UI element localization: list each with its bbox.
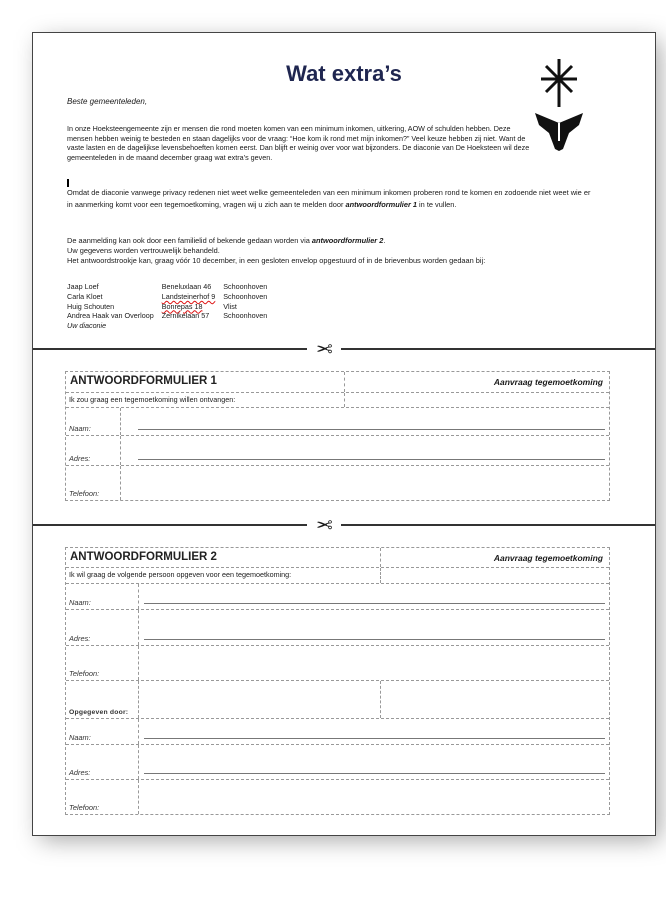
scissors-icon: ✂ (307, 515, 341, 535)
address-field[interactable] (66, 610, 609, 646)
contact-city: Vlist (223, 301, 237, 311)
contact-name: Andrea Haak van Overloop (67, 311, 154, 321)
submission-form-ref: antwoordformulier 2 (311, 236, 384, 245)
field-label: Adres: (69, 768, 91, 777)
field-label: Naam: (69, 424, 91, 433)
contact-city: Schoonhoven (223, 311, 268, 321)
name-field[interactable] (66, 584, 609, 610)
contact-city: Schoonhoven (223, 291, 268, 301)
name-field[interactable] (66, 408, 609, 436)
form-intro-row (66, 568, 609, 584)
submission-line-3: Het antwoordstrookje kan, graag vóór 10 december, in een gesloten envelop opgestuurd of in de brievenbus worden gedaan bij: (67, 256, 486, 265)
field-label: Naam: (69, 733, 91, 742)
submission-text-a: De aanmelding kan ook door een familielid of bekende gedaan worden via (67, 236, 312, 245)
privacy-text-a: Omdat de diaconie vanwege privacy redenen niet weet welke gemeenteleden van een minimum inkomen proberen rond te komen en zodoende niet weet wie er in aanmerking komt voor een tegemoetkoming, vragen wij u zich aan te melden door (67, 188, 591, 209)
contact-name: Jaap Loef (67, 282, 99, 291)
form-subtitle: Aanvraag tegemoetkoming (493, 553, 603, 563)
contact-name: Carla Kloet (67, 291, 103, 301)
signature-row (67, 321, 275, 331)
form-title: ANTWOORDFORMULIER 1 (70, 375, 217, 387)
field-label: Naam: (69, 598, 91, 607)
cut-line (33, 348, 655, 350)
salutation: Beste gemeenteleden, (67, 97, 148, 106)
privacy-form-ref: antwoordformulier 1 (345, 199, 417, 209)
form-subtitle: Aanvraag tegemoetkoming (493, 377, 603, 387)
privacy-paragraph (67, 187, 592, 210)
text-cursor (67, 179, 69, 187)
contact-name: Huig Schouten (67, 301, 115, 311)
signature: Uw diaconie (67, 321, 107, 331)
submission-text-b: . (383, 236, 386, 245)
contact-row (67, 282, 275, 292)
address-field[interactable] (66, 436, 609, 466)
cut-line (33, 524, 655, 526)
form-title: ANTWOORDFORMULIER 2 (70, 551, 217, 563)
submission-line-2: Uw gegevens worden vertrouwelijk behandeld. (67, 246, 220, 255)
contact-street: Landsteinerhof 9 (161, 291, 216, 301)
field-label: Telefoon: (69, 669, 100, 678)
field-label: Adres: (69, 454, 91, 463)
cross-dove-icon (529, 53, 589, 153)
answer-form-2 (65, 547, 610, 815)
submission-paragraph (67, 236, 592, 266)
phone-field[interactable] (66, 466, 609, 500)
field-label: Adres: (69, 634, 91, 643)
contact-street: Beneluxlaan 46 (161, 282, 212, 291)
form-intro: Ik wil graag de volgende persoon opgeven voor een tegemoetkoming: (69, 570, 292, 579)
phone-field[interactable] (66, 646, 609, 681)
form-intro: Ik zou graag een tegemoetkoming willen ontvangen: (69, 395, 236, 404)
contact-row (67, 302, 275, 312)
submitted-by-label: Opgegeven door: (69, 709, 129, 716)
field-label: Telefoon: (69, 489, 100, 498)
phone-field[interactable] (66, 780, 609, 814)
address-field[interactable] (66, 745, 609, 780)
answer-form-1 (65, 371, 610, 501)
form-header (66, 372, 609, 393)
contact-row (67, 292, 275, 302)
contact-row (67, 311, 275, 321)
submission-line-1 (67, 236, 592, 246)
name-field[interactable] (66, 719, 609, 745)
contact-city: Schoonhoven (223, 282, 268, 291)
form-header (66, 548, 609, 568)
contact-street: Bonrepas 18 (161, 301, 203, 311)
contacts-table (67, 282, 275, 331)
intro-paragraph: In onze Hoeksteengemeente zijn er mensen die rond moeten komen van een minimum inkomen, uitkering, AOW of schulden hebben. Deze mensen hebben weinig te besteden en staan dagelijks voor de vraag: “Hoe kom ik rond met mijn inkomen?” Veel keuze hebben zij niet. Want de vaste lasten en de dagelijkse levensbehoeften komen eerst. Dan blijft er weinig over voor wat bijzonders. De diaconie van De Hoeksteen wil deze gemeenteleden in de maand december graag wat extra’s geven. (67, 124, 530, 162)
form-intro-row (66, 393, 609, 408)
privacy-text-b: in te vullen. (416, 199, 457, 209)
scissors-icon: ✂ (307, 339, 341, 359)
page-title: Wat extra’s (286, 61, 402, 86)
contact-street: Zernikelaan 57 (161, 311, 210, 321)
document-page (32, 32, 656, 836)
submitted-by-row (66, 681, 609, 719)
field-label: Telefoon: (69, 803, 100, 812)
